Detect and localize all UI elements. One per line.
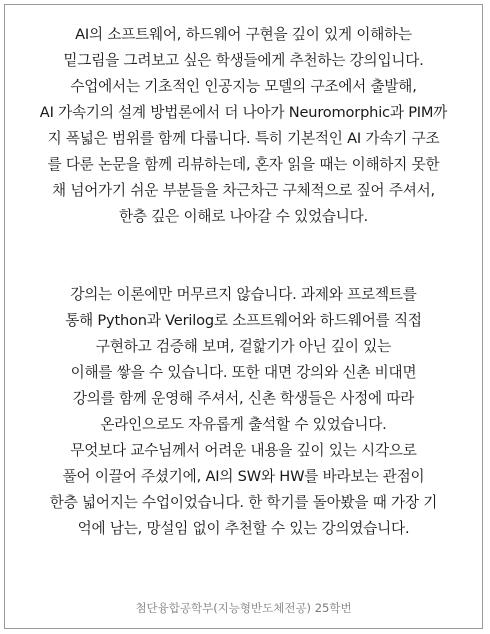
review-line: 이해를 쌓을 수 있습니다. 또한 대면 강의와 신촌 비대면 — [70, 364, 417, 381]
review-paragraph-1 — [5, 22, 482, 230]
review-line: 풀어 이끌어 주셨기에, AI의 SW와 HW를 바라보는 관점이 — [62, 468, 425, 485]
review-line: 온라인으로도 자유롭게 출석할 수 있었습니다. — [100, 416, 387, 433]
review-line: 지 폭넓은 범위를 함께 다룹니다. 특히 기본적인 AI 가속기 구조 — [47, 130, 440, 147]
review-paragraph-2 — [5, 282, 482, 542]
review-line: 밑그림을 그려보고 싶은 학생들에게 추천하는 강의입니다. — [63, 52, 424, 69]
review-line: 강의를 함께 운영해 주셔서, 신촌 학생들은 사정에 따라 — [72, 390, 415, 407]
review-line: 강의는 이론에만 머무르지 않습니다. 과제와 프로젝트를 — [70, 286, 417, 303]
review-card — [4, 4, 483, 629]
review-line: 통해 Python과 Verilog로 소프트웨어와 하드웨어를 직접 — [65, 312, 422, 329]
review-line: 한층 넓어지는 수업이었습니다. 한 학기를 돌아봤을 때 가장 기 — [49, 494, 438, 511]
review-line: 채 넘어가기 쉬운 부분들을 차근차근 구체적으로 짚어 주셔서, — [52, 182, 435, 199]
review-signature: 첨단융합공학부(지능형반도체전공) 25학번 — [135, 601, 352, 615]
review-line: AI 가속기의 설계 방법론에서 더 나아가 Neuromorphic과 PIM까 — [39, 104, 448, 121]
review-line: 수업에서는 기초적인 인공지능 모델의 구조에서 출발해, — [70, 78, 417, 95]
review-line: 구현하고 검증해 보며, 겉핥기가 아닌 깊이 있는 — [95, 338, 392, 355]
review-line: 를 다룬 논문을 함께 리뷰하는데, 혼자 읽을 때는 이해하지 못한 — [47, 156, 440, 173]
review-line: 무엇보다 교수님께서 어려운 내용을 깊이 있는 시각으로 — [70, 442, 417, 459]
review-line: 억에 남는, 망설임 없이 추천할 수 있는 강의였습니다. — [77, 520, 410, 537]
review-line: 한층 깊은 이해로 나아갈 수 있었습니다. — [119, 208, 368, 225]
review-line: AI의 소프트웨어, 하드웨어 구현을 깊이 있게 이해하는 — [75, 26, 412, 43]
